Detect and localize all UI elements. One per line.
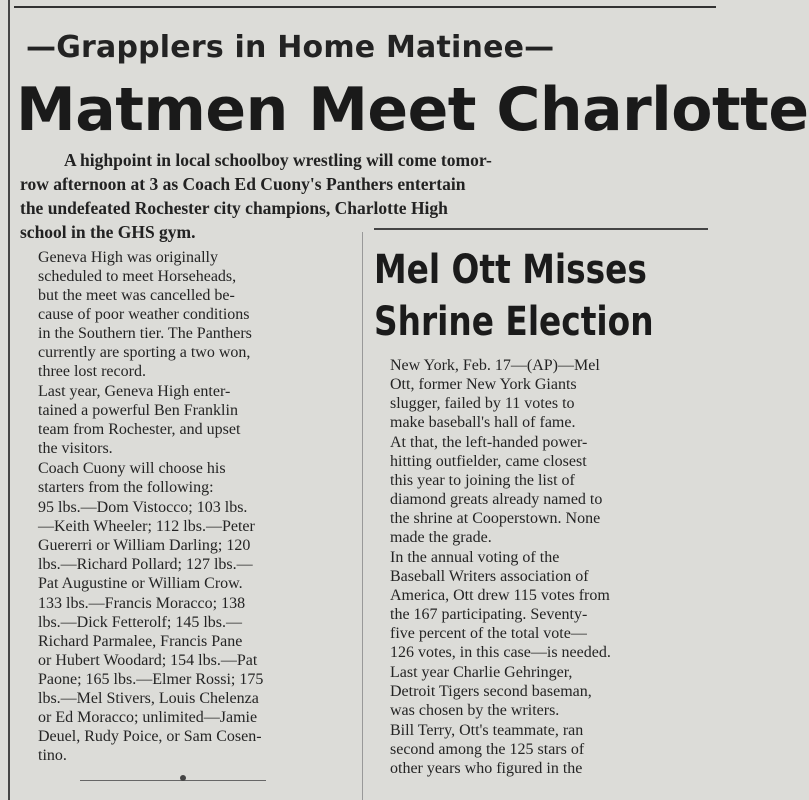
article-paragraph: [372, 433, 710, 547]
text-line: At that, the left-handed power-: [390, 434, 588, 451]
text-line: Geneva High was originally: [38, 249, 218, 266]
column-separator: [362, 232, 363, 800]
deck-line: school in the GHS gym.: [20, 222, 196, 242]
text-line: 133 lbs.—Francis Moracco; 138: [38, 595, 246, 612]
text-line: scheduled to meet Horseheads,: [38, 268, 237, 285]
text-line: five percent of the total vote—: [390, 625, 587, 642]
text-line: In the annual voting of the: [390, 549, 560, 566]
text-line: make baseball's hall of fame.: [390, 414, 576, 431]
section-divider: [374, 228, 708, 230]
article-paragraph: [372, 356, 710, 432]
text-line: New York, Feb. 17—(AP)—Mel: [390, 357, 600, 374]
text-line: the shrine at Cooperstown. None: [390, 510, 601, 527]
top-rule: [14, 6, 716, 8]
text-line: tino.: [38, 747, 67, 764]
left-border-rule: [8, 0, 10, 800]
text-line: America, Ott drew 115 votes from: [390, 587, 610, 604]
text-line: Coach Cuony will choose his: [38, 460, 226, 477]
deck-line: A highpoint in local schoolboy wrestling will come tomor-: [64, 150, 492, 170]
article-paragraph: [20, 594, 354, 765]
text-line: three lost record.: [38, 363, 146, 380]
text-line: —Keith Wheeler; 112 lbs.—Peter: [38, 518, 255, 535]
text-line: 126 votes, in this case—is needed.: [390, 644, 611, 661]
text-line: Guererri or William Darling; 120: [38, 537, 251, 554]
article-paragraph: [372, 721, 710, 778]
text-line: lbs.—Mel Stivers, Louis Chelenza: [38, 690, 259, 707]
text-line: team from Rochester, and upset: [38, 421, 241, 438]
text-line: or Hubert Woodard; 154 lbs.—Pat: [38, 652, 258, 669]
article-paragraph: [20, 248, 354, 381]
deck-line: the undefeated Rochester city champions, Charlotte High: [20, 198, 448, 218]
text-line: Last year, Geneva High enter-: [38, 383, 231, 400]
text-line: Deuel, Rudy Poice, or Sam Cosen-: [38, 728, 262, 745]
text-line: Richard Parmalee, Francis Pane: [38, 633, 243, 650]
text-line: or Ed Moracco; unlimited—Jamie: [38, 709, 258, 726]
ott-article-body: [372, 356, 710, 779]
text-line: other years who figured in the: [390, 760, 583, 777]
article-paragraph: [20, 459, 354, 497]
text-line: Baseball Writers association of: [390, 568, 589, 585]
sidebar-headline-line: Mel Ott Misses: [374, 247, 647, 293]
text-line: second among the 125 stars of: [390, 741, 585, 758]
text-line: Last year Charlie Gehringer,: [390, 664, 573, 681]
text-line: in the Southern tier. The Panthers: [38, 325, 252, 342]
text-line: lbs.—Richard Pollard; 127 lbs.—: [38, 556, 253, 573]
article-paragraph: [372, 663, 710, 720]
article-kicker: —Grapplers in Home Matinee—: [26, 30, 555, 65]
article-headline: Matmen Meet Charlotte: [16, 75, 809, 145]
article-paragraph: [20, 382, 354, 458]
end-mark: [180, 775, 186, 781]
text-line: lbs.—Dick Fetterolf; 145 lbs.—: [38, 614, 242, 631]
text-line: this year to joining the list of: [390, 472, 575, 489]
text-line: Ott, former New York Giants: [390, 376, 577, 393]
text-line: hitting outfielder, came closest: [390, 453, 587, 470]
text-line: cause of poor weather conditions: [38, 306, 250, 323]
text-line: 95 lbs.—Dom Vistocco; 103 lbs.: [38, 499, 248, 516]
article-paragraph: [20, 498, 354, 593]
text-line: slugger, failed by 11 votes to: [390, 395, 575, 412]
text-line: tained a powerful Ben Franklin: [38, 402, 238, 419]
wrestling-article-body: [20, 248, 354, 766]
text-line: but the meet was cancelled be-: [38, 287, 235, 304]
deck-line: row afternoon at 3 as Coach Ed Cuony's Panthers entertain: [20, 174, 466, 194]
sidebar-headline-line: Shrine Election: [374, 299, 654, 345]
end-rule: [80, 780, 266, 781]
text-line: the 167 participating. Seventy-: [390, 606, 588, 623]
sidebar-headline: [374, 244, 654, 348]
text-line: Pat Augustine or William Crow.: [38, 575, 243, 592]
text-line: Detroit Tigers second baseman,: [390, 683, 592, 700]
text-line: diamond greats already named to: [390, 491, 603, 508]
text-line: was chosen by the writers.: [390, 702, 560, 719]
text-line: starters from the following:: [38, 479, 214, 496]
text-line: Bill Terry, Ott's teammate, ran: [390, 722, 584, 739]
text-line: Paone; 165 lbs.—Elmer Rossi; 175: [38, 671, 264, 688]
text-line: currently are sporting a two won,: [38, 344, 251, 361]
text-line: made the grade.: [390, 529, 492, 546]
article-paragraph: [372, 548, 710, 662]
text-line: the visitors.: [38, 440, 113, 457]
